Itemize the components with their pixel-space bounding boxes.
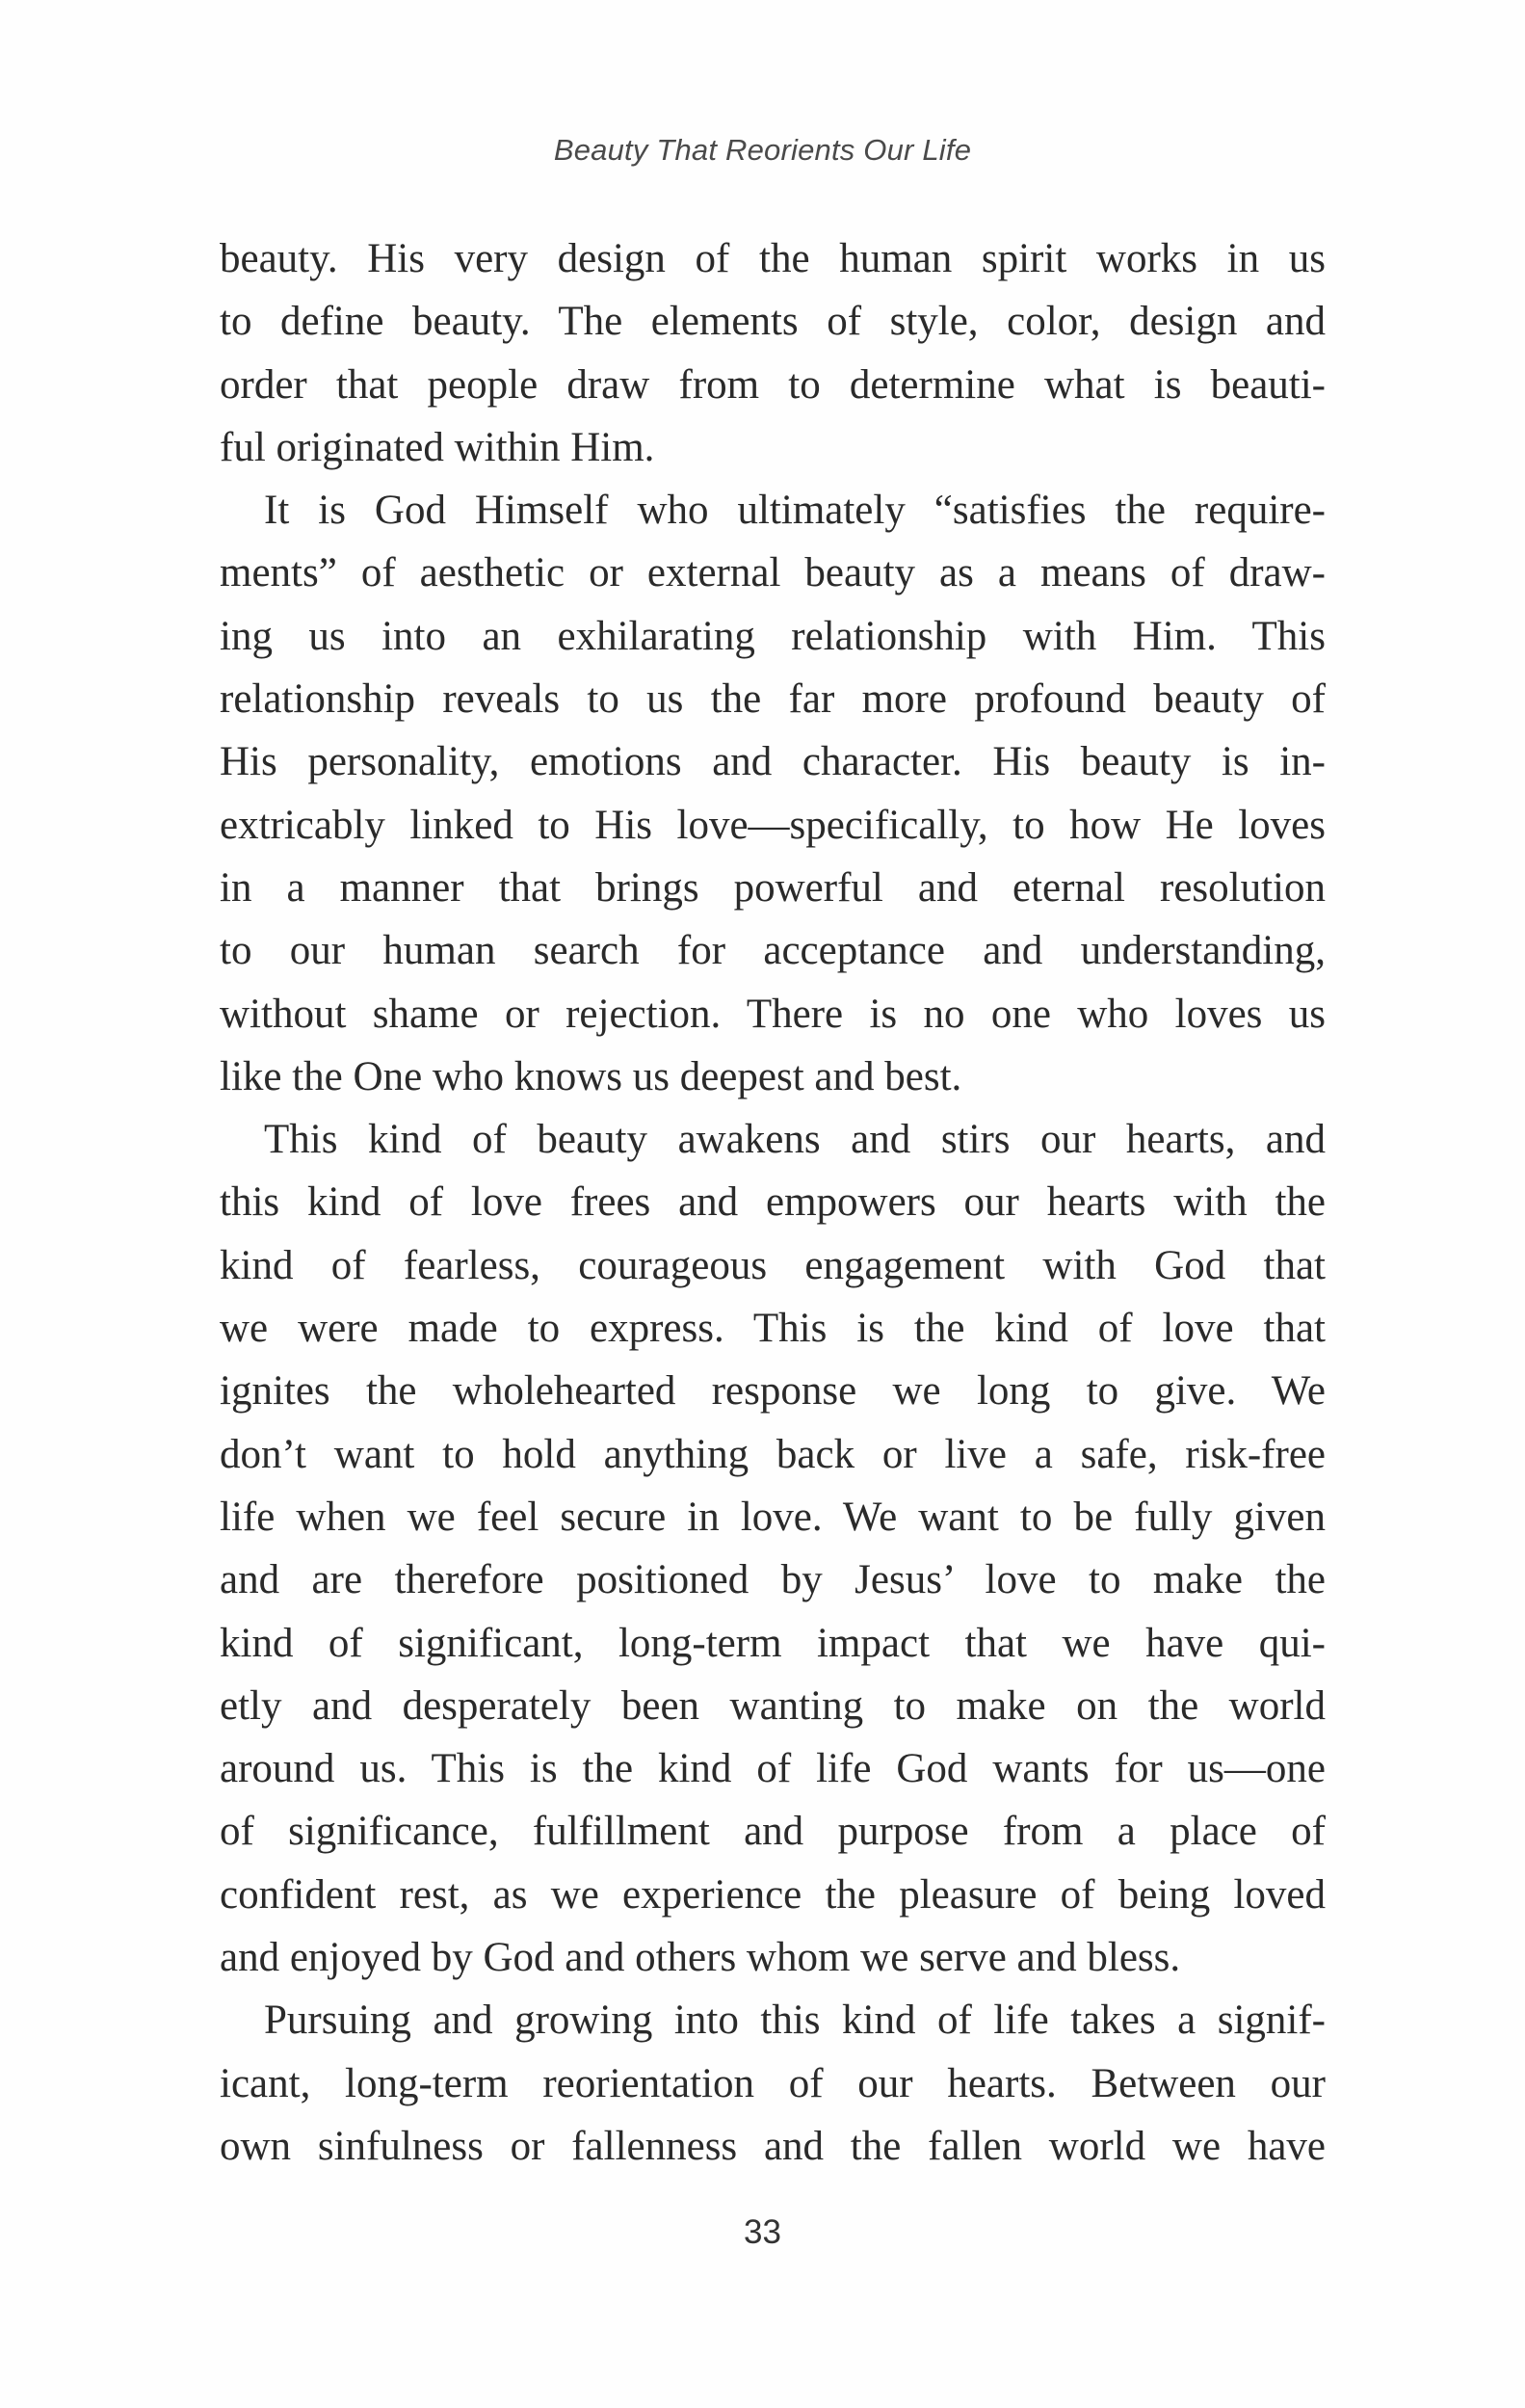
text-line: ing us into an exhilarating relationship with Him. This [220,613,1326,659]
text-line: order that people draw from to determine what is beauti- [220,361,1326,408]
page-number: 33 [744,2213,781,2251]
paragraph [220,227,1326,479]
text-line: This kind of beauty awakens and stirs our hearts, and [264,1117,1326,1163]
text-line: own sinfulness or fallenness and the fallen world we have [220,2123,1326,2169]
text-line: extricably linked to His love—specifically, to how He loves [220,802,1326,848]
text-line: to define beauty. The elements of style, color, design and [220,299,1326,345]
text-line: without shame or rejection. There is no one who loves us [220,991,1326,1037]
text-line: relationship reveals to us the far more profound beauty of [220,676,1326,723]
body-text [220,227,1326,2178]
text-line: like the One who knows us deepest and best. [220,1053,962,1099]
text-line: ments” of aesthetic or external beauty as a means of draw- [220,550,1326,596]
paragraph [220,1108,1326,1989]
text-line: of significance, fulfillment and purpose from a place of [220,1809,1326,1855]
text-line: beauty. His very design of the human spirit works in us [220,236,1326,281]
paragraph [220,479,1326,1108]
text-line: to our human search for acceptance and understanding, [220,928,1326,974]
text-line: Pursuing and growing into this kind of life takes a signif- [264,1998,1326,2044]
text-line: kind of significant, long-term impact that we have qui- [220,1620,1326,1666]
text-line: and enjoyed by God and others whom we serve and bless. [220,1935,1181,1981]
text-line: etly and desperately been wanting to make on the world [220,1682,1326,1729]
text-line: confident rest, as we experience the pleasure of being loved [220,1871,1326,1918]
text-line: His personality, emotions and character. His beauty is in- [220,739,1326,785]
paragraph [220,1989,1326,2178]
text-line: kind of fearless, courageous engagement with God that [220,1242,1326,1288]
text-line: It is God Himself who ultimately “satisfies the require- [264,488,1326,534]
text-line: icant, long-term reorientation of our hearts. Between our [220,2060,1326,2106]
text-line: this kind of love frees and empowers our hearts with the [220,1179,1326,1226]
text-line: ignites the wholehearted response we long to give. We [220,1368,1326,1415]
running-head: Beauty That Reorients Our Life [553,133,972,167]
text-line: we were made to express. This is the kind of love that [220,1306,1326,1352]
text-line: in a manner that brings powerful and eternal resolution [220,864,1326,911]
text-line: ful originated within Him. [220,424,655,470]
text-line: and are therefore positioned by Jesus’ love to make the [220,1557,1326,1603]
text-line: don’t want to hold anything back or live a safe, risk-free [220,1431,1326,1477]
text-line: life when we feel secure in love. We want to be fully given [220,1494,1326,1540]
text-line: around us. This is the kind of life God wants for us—one [220,1746,1326,1792]
